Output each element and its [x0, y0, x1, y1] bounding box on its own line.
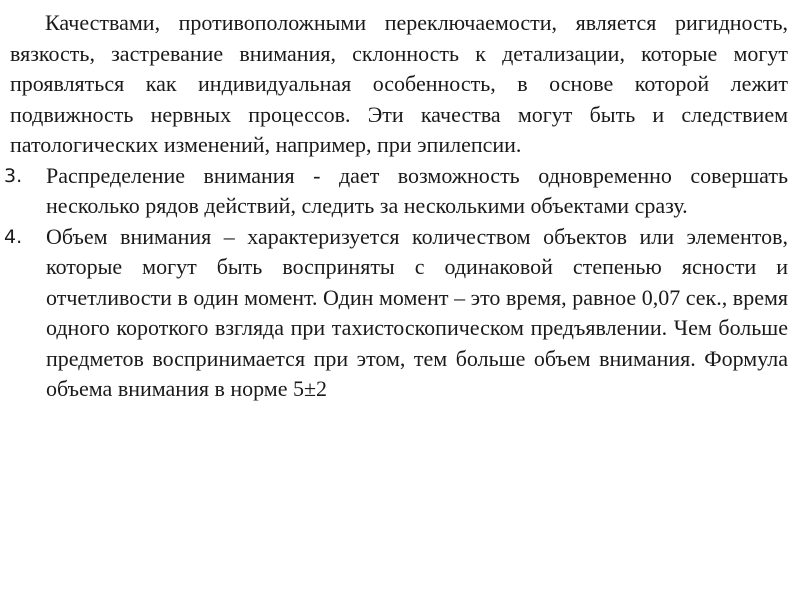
list-item — [4, 222, 788, 405]
list-item-text: Объем внимания – характеризуется количеством объектов или элементов, которые могут быть восприняты с одинаковой степенью ясности и отчетливости в один момент. Один момент – это время, равное 0,07 сек., время одного короткого взгляда при тахистоскопическом предъявлении. Чем больше предметов воспринимается при этом, тем больше объем внимания. Формула объема внимания в норме 5±2 — [46, 223, 788, 401]
text-block — [4, 8, 788, 405]
numbered-list — [4, 161, 788, 405]
list-item-text: Распределение внимания - дает возможность одновременно совершать несколько рядов действий, следить за несколькими объектами сразу. — [46, 162, 788, 218]
intro-paragraph: Качествами, противоположными переключаемости, является ригидность, вязкость, застревание внимания, склонность к детализации, которые могут проявляться как индивидуальная особенность, в основе которой лежит подвижность нервных процессов. Эти качества могут быть и следствием патологических изменений, например, при эпилепсии. — [10, 10, 788, 157]
list-item — [4, 161, 788, 222]
list-item-number: 4. — [4, 225, 23, 248]
list-item-number: 3. — [4, 164, 23, 187]
